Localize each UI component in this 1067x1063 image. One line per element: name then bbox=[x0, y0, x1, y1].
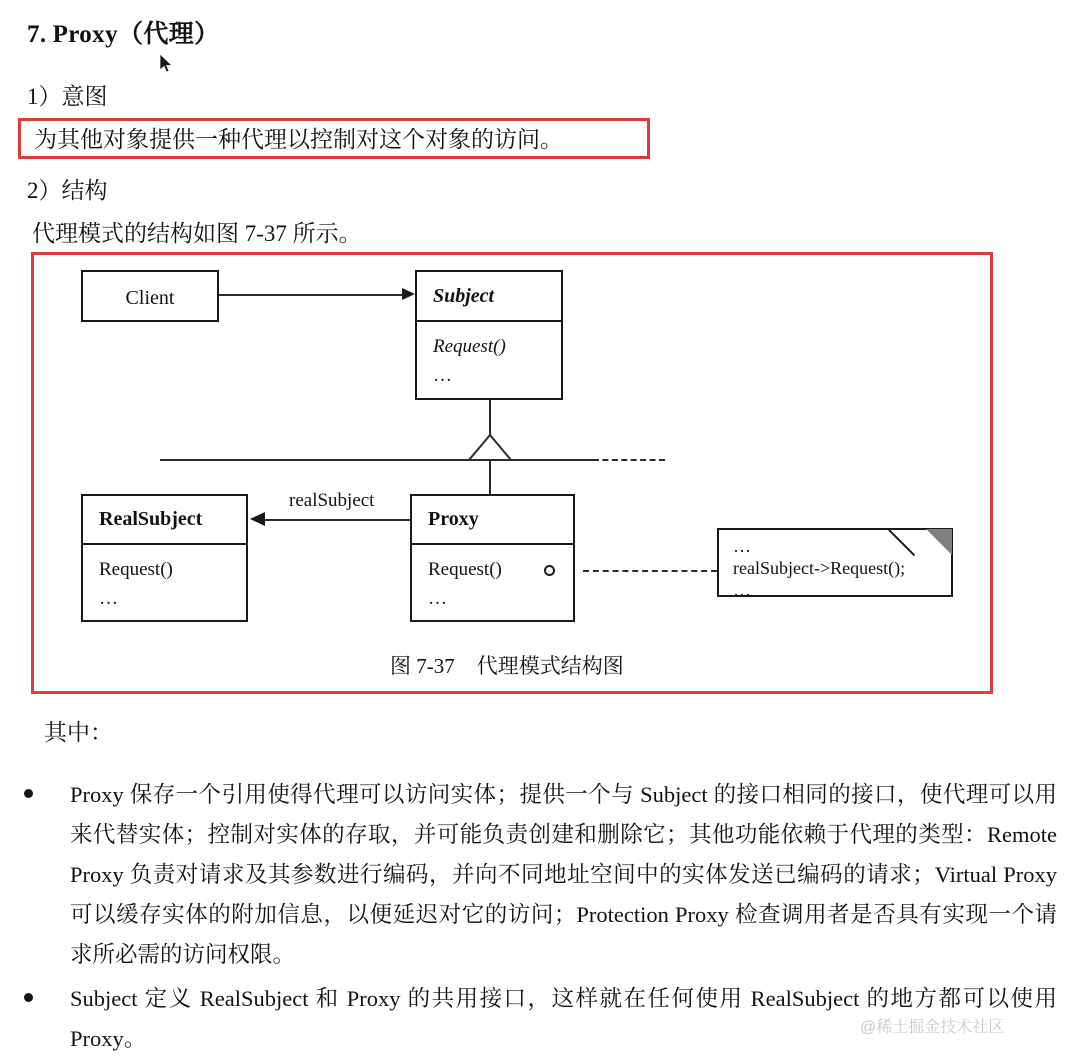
connector-client-to-subject bbox=[219, 294, 402, 296]
list-item-text: Subject 定义 RealSubject 和 Proxy 的共用接口，这样就在任何使用 RealSubject 的地方都可以使用 Proxy。 bbox=[70, 986, 1057, 1051]
connector-proxy-to-note bbox=[583, 570, 717, 572]
list-item bbox=[0, 775, 1067, 975]
uml-class-realsubject bbox=[81, 494, 248, 622]
uml-operation: … bbox=[433, 365, 452, 386]
uml-note-box bbox=[717, 528, 953, 600]
connector-subject-generalization-stem bbox=[489, 400, 491, 435]
uml-class-diagram bbox=[31, 252, 993, 694]
generalization-bar-left bbox=[160, 459, 470, 461]
watermark: @稀土掘金技术社区 bbox=[860, 1019, 1005, 1036]
uml-operation: … bbox=[99, 588, 118, 609]
figure-caption-title: 代理模式结构图 bbox=[476, 654, 624, 678]
section-intent-label: 1）意图 bbox=[27, 84, 108, 109]
figure-caption bbox=[390, 650, 624, 680]
uml-class-proxy-name: Proxy bbox=[428, 508, 479, 530]
uml-class-client-header bbox=[83, 272, 217, 324]
arrowhead-client-to-subject bbox=[402, 288, 415, 300]
uml-class-realsubject-name: RealSubject bbox=[99, 508, 203, 530]
connector-bar-to-proxy bbox=[489, 459, 491, 494]
section-structure-label: 2）结构 bbox=[27, 178, 108, 203]
generalization-bar-right bbox=[511, 459, 593, 461]
uml-class-subject bbox=[415, 270, 563, 400]
qizhong-label: 其中： bbox=[44, 720, 113, 745]
uml-class-subject-header bbox=[417, 272, 561, 322]
uml-class-subject-operations bbox=[417, 322, 561, 398]
uml-class-proxy bbox=[410, 494, 575, 622]
note-line-2: realSubject->Request(); bbox=[733, 558, 906, 578]
generalization-bar-dashed-extension bbox=[593, 459, 665, 461]
uml-operation: Request() bbox=[99, 559, 173, 580]
uml-class-realsubject-operations bbox=[83, 545, 246, 620]
page-title bbox=[27, 14, 220, 50]
heading-text: Proxy（代理） bbox=[52, 21, 220, 48]
note-content bbox=[733, 535, 945, 601]
bullet-point-icon bbox=[24, 993, 33, 1002]
association-label-realsubject: realSubject bbox=[289, 490, 375, 511]
note-line-3: … bbox=[733, 580, 751, 600]
uml-class-realsubject-header bbox=[83, 496, 246, 545]
figure-caption-number: 图 7-37 bbox=[390, 654, 455, 678]
section-structure-description: 代理模式的结构如图 7-37 所示。 bbox=[32, 221, 362, 246]
arrowhead-proxy-to-realsubject bbox=[250, 512, 265, 526]
uml-class-client bbox=[81, 270, 219, 322]
heading-number: 7. bbox=[27, 21, 47, 48]
uml-operation: Request() bbox=[433, 336, 506, 357]
list-item-text: Proxy 保存一个引用使得代理可以访问实体；提供一个与 Subject 的接口相同的接口，使代理可以用来代替实体；控制对实体的存取，并可能负责创建和删除它；其他功能依赖于代理的类型：Remote Proxy 负责对请求及其参数进行编码，并向不同地址空间中的实体发送已编码的请求；Virtual Proxy 可以缓存实体的附加信息，以便延迟对它的访问；Protection Proxy 检查调用者是否具有实现一个请求所必需的访问权限。 bbox=[70, 782, 1057, 967]
intent-text: 为其他对象提供一种代理以控制对这个对象的访问。 bbox=[34, 127, 563, 152]
uml-operation: … bbox=[428, 588, 447, 609]
uml-operation: Request() bbox=[428, 559, 502, 580]
uml-class-client-name: Client bbox=[125, 286, 175, 309]
note-anchor-circle bbox=[544, 565, 555, 576]
uml-class-proxy-operations bbox=[412, 545, 573, 620]
uml-class-proxy-header bbox=[412, 496, 573, 545]
connector-proxy-to-realsubject bbox=[265, 519, 411, 521]
bullet-point-icon bbox=[24, 789, 33, 798]
note-line-1: … bbox=[733, 536, 751, 556]
uml-class-subject-name: Subject bbox=[433, 284, 495, 307]
mouse-cursor-icon bbox=[160, 54, 174, 79]
